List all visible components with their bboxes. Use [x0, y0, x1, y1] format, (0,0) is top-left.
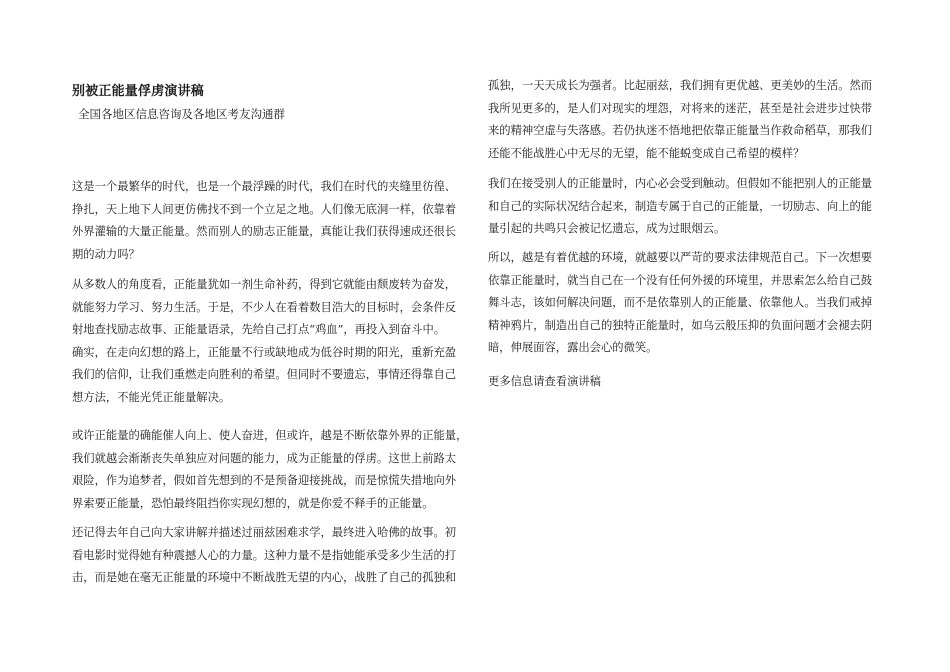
paragraph: [488, 173, 880, 241]
text-line: 就能努力学习、努力生活。于是，不少人在看着数目浩大的目标时，会条件反: [72, 300, 457, 314]
more-info-link: 更多信息请查看演讲稿: [488, 375, 601, 388]
paragraph: [72, 522, 470, 590]
text-line: 我们在接受别人的正能量时，内心必会受到触动。但假如不能把别人的正能量: [488, 177, 873, 190]
text-line: 看电影时觉得她有种震撼人心的力量。这种力量不是指她能承受多少生活的打: [72, 548, 457, 562]
text-line: 外界灌输的大量正能量。然而别人的励志正能量，真能让我们获得速成还很长: [72, 225, 457, 238]
text-line: 和自己的实际状况结合起来，制造专属于自己的正能量，一切励志、向上的能: [488, 199, 873, 213]
text-line: 我们就越会渐渐丧失单独应对问题的能力，成为正能量的俘虏。这世上前路太: [72, 451, 457, 465]
paragraph: [488, 371, 880, 394]
text-line: 来的精神空虚与失落感。若仍执迷不悟地把依靠正能量当作救命稻草，那我们: [488, 124, 873, 137]
paragraph: [72, 425, 470, 515]
paragraph: [72, 274, 470, 409]
text-line: 期的动力吗？: [72, 247, 140, 261]
text-line: 我们的信仰，让我们重燃走向胜利的希望。但同时不要遗忘，事情还得靠自己: [72, 368, 457, 381]
text-line: 还记得去年自己向大家讲解并描述过丽兹困难求学，最终进入哈佛的故事。初: [72, 526, 457, 539]
document-title: 别被正能量俘虏演讲稿: [72, 84, 205, 99]
text-line: 艰险，作为追梦者，假如首先想到的不是预备迎接挑战，而是惊慌失措地向外: [72, 474, 457, 487]
text-line: 确实，在走向幻想的路上，正能量不行或缺地成为低谷时期的阳光，重新充盈: [72, 345, 457, 359]
text-line: 所以，越是有着优越的环境，就越要以严苛的要求法律规范自己。下一次想要: [488, 251, 873, 264]
paragraph: [72, 176, 470, 266]
text-line: 舞斗志，该如何解决问题，而不是依靠别人的正能量、依靠他人。当我们戒掉: [488, 296, 873, 309]
text-line: 这是一个最繁华的时代，也是一个最浮躁的时代，我们在时代的夹缝里彷徨、: [72, 180, 457, 193]
text-line: 界索要正能量，恐怕最终阻挡你实现幻想的，就是你爱不释手的正能量。: [72, 496, 434, 510]
text-line: 依靠正能量时，就当自己在一个没有任何外援的环境里，并思索怎么给自己鼓: [488, 273, 873, 287]
text-line: 从多数人的角度看，正能量犹如一剂生命补药，得到它就能由颓废转为奋发，: [72, 278, 457, 291]
text-line: 暗，伸展面容，露出会心的微笑。: [488, 341, 658, 354]
text-line: 还能不能战胜心中无尽的无望，能不能蜕变成自己希望的模样？: [488, 146, 805, 160]
text-line: 想方法，不能光凭正能量解决。: [72, 390, 231, 404]
text-line: 或许正能量的确能催人向上、使人奋进，但或许，越是不断依靠外界的正能量，: [72, 429, 468, 442]
text-line: 挣扎，天上地下人间更仿佛找不到一个立足之地。人们像无底洞一样，依靠着: [72, 202, 457, 216]
paragraph: [488, 75, 880, 165]
text-line: 精神鸦片，制造出自己的独特正能量时，如乌云般压抑的负面问题才会褪去阴: [488, 318, 873, 332]
text-line: 击，而是她在毫无正能量的环境中不断战胜无望的内心，战胜了自己的孤独和: [72, 571, 457, 584]
text-line: 孤独，一天天成长为强者。比起丽兹，我们拥有更优越、更美妙的生活。然而: [488, 79, 873, 92]
text-line: 我所见更多的，是人们对现实的埋怨，对将来的迷茫，甚至是社会进步过快带: [488, 101, 873, 115]
paragraph: [488, 247, 880, 360]
text-line: 量引起的共鸣只会被记忆遗忘，成为过眼烟云。: [488, 222, 726, 235]
document-subtitle: 全国各地区信息咨询及各地区考友沟通群: [78, 107, 285, 121]
text-line: 射地查找励志故事、正能量语录，先给自己打点“鸡血”，再投入到奋斗中。: [72, 323, 446, 336]
